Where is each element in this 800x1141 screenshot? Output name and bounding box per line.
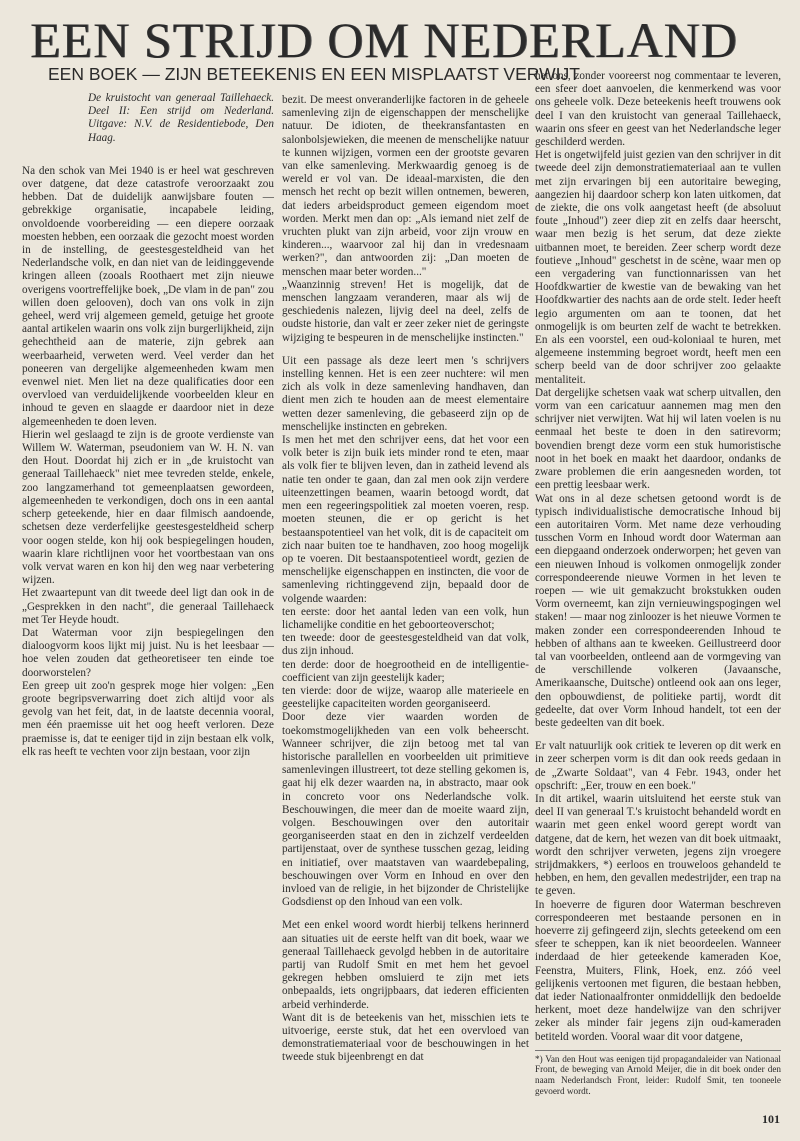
paragraph: Het zwaartepunt van dit tweede deel ligt dan ook in de „Gesprekken in den nacht", die generaal Taillehaeck met Ter Heyde houdt. (22, 587, 274, 626)
paragraph: ten vierde: door de wijze, waarop alle materieele en geestelijke capaciteiten worden georganiseerd. (282, 684, 529, 711)
paragraph: In dit artikel, waarin uitsluitend het eerste stuk van deel II van generaal T.'s kruistocht behandeld wordt en waarin met geen enkel woord gerept wordt van datgene, dat de kern, het wezen van dit boek uitmaakt, wordt den schrijver verweten, jegens zijn vroegere strijdmakkers, *) eerloos en trouweloos gehandeld te hebben, en hem, den gevallen medestrijder, een trap na te geven. (535, 792, 781, 898)
paragraph: Een greep uit zoo'n gesprek moge hier volgen: „Een groote begripsverwarring doet zich altijd voor als gevolg van het feit, dat, in de laatste decennia vooral, men één praemisse uit het oog heeft verloren. Deze praemisse is, dat te eeniger tijd in zijn bestaan elk volk, elk ras heeft te vechten voor zijn bestaan, voor zijn (22, 679, 274, 758)
paragraph: Door deze vier waarden worden de toekomstmogelijkheden van een volk beheerscht. Wanneer schrijver, die zijn betoog met tal van historische parallellen en voorbeelden uit primitieve samenlevingen illustreert, tot deze stelling gekomen is, gaat hij elk dezer waarden na, in abstracto, maar ook in concreto voor ons Nederlandsche volk. Beschouwingen, die meer dan de moeite waard zijn, volgen. Beschouwingen over den autoritair georganiseerden staat en den in zichzelf verdeelden partijenstaat, over de synthese tusschen gezag, leiding en initiatief, over maatstaven van waardebepaling, beschouwingen over Vorm en Inhoud en over den invloed van de religie, in het bijzonder de Christelijke Godsdienst op den Inhoud van een volk. (282, 711, 529, 909)
paragraph: Het is ongetwijfeld juist gezien van den schrijver in dit tweede deel zijn demonstratiemateriaal aan te vullen met zijn ervaringen bij een autoritaire beweging, aangezien hij daardoor scherp kon laten uitkomen, dat de ziekte, die ons volk aangetast heeft (de absoluut foute „Inhoud") zeer diep zit en zelfs daar heerscht, waar men bezig is het serum, dat deze ziekte uitbannen moet, te bereiden. Zeer scherp wordt deze foutieve „Inhoud" geschetst in de scène, waar men op een vergadering van functionnarissen van het Hoofdkwartier de kwestie van de bewaking van het Hoofdkwartier des nachts aan de orde stelt. Ieder heeft legio argumenten om aan te toonen, dat het onmogelijk is om beurten zelf de wacht te betrekken. En als een voorstel, een oud-koloniaal te huren, met algemeene instemming begroet wordt, heeft men een scherp beeld van de door schrijver zoo gelaakte mentaliteit. (535, 149, 781, 386)
column-2 (282, 94, 529, 1134)
paragraph: Is men het met den schrijver eens, dat het voor een volk beter is zijn buik iets minder rond te eten, maar als volk fier te blijven leven, dan in zatheid levend als natie ten onder te gaan, dan zal men ook zijn verdere uiteenzettingen beamen, waarin betoogd wordt, dat men een regeeringspolitiek zal moeten voeren, resp. moeten steunen, die er op gericht is het bestaanspotentieel van het volk, dit is de capaciteit om zich naar buiten toe te handhaven, zoo hoog mogelijk op te voeren. Dit bestaanspotentieel wordt, gezien de menschelijke eigenschappen en instincten, die voor de samenleving richtinggevend zijn, bepaald door de volgende waarden: (282, 434, 529, 605)
paragraph: „Waanzinnig streven! Het is mogelijk, dat de menschen langzaam veranderen, maar als wij de geschiedenis nalezen, lijvig deel na deel, zelfs de oudste historie, dan valt er zeer zeker niet de geringste wijziging te bespeuren in de menschelijke instincten." (282, 278, 529, 344)
page-number: 101 (762, 1112, 780, 1126)
paragraph: ten eerste: door het aantal leden van een volk, hun lichamelijke conditie en het geboorteoverschot; (282, 605, 529, 631)
paragraph: Wat ons in al deze schetsen getoond wordt is de typisch individualistische democratische Inhoud bij een autoritairen Vorm. Met name deze verhouding tusschen Vorm en Inhoud wordt door Waterman aan een diepgaand onderzoek onderworpen; het geven van een nieuwen Inhoud is volkomen onmogelijk zonder correspondeerende nieuwe Vormen in het leven te roepen — wie uit gemakzucht brokstukken ouden Vorm overneemt, kan zijn vernieuwingspogingen wel staken! — maar nog zinloozer is het nieuwe Vormen te maken zonder een correspondeerenden Inhoud te hebben of althans aan te kweeken. Geillustreerd door tal van voorbeelden, ontleend aan de vormgeving van de verschillende volkeren (Javaansche, Amerikaansche, Duitsche) ontleend ook aan ons leger, den opbouwdienst, de politieke partij, wordt dit gedeelte, dat over Vorm Inhoud handelt, tot een der beste gedeelten van dit boek. (535, 492, 781, 729)
paragraph: ten tweede: door de geestesgesteldheid van dat volk, dus zijn inhoud. (282, 632, 529, 658)
article-headline: EEN BOEK — ZIJN BETEEKENIS EN EEN MISPLAATST VERWIJT (48, 64, 580, 84)
masthead-title: EEN STRIJD OM NEDERLAND (30, 12, 738, 68)
paragraph: het ons, zonder vooreerst nog commentaar te leveren, een sfeer doet aanvoelen, die kenmerkend was voor ons geheele volk. Deze beteekenis heeft trouwens ook deel I van den kruistocht van generaal Taillehaeck, waarin ons sfeer en geest van het Nederlandsche leger geschilderd werden. (535, 70, 781, 149)
paragraph: Na den schok van Mei 1940 is er heel wat geschreven over datgene, dat deze catastrofe veroorzaakt zou hebben. Dat de duidelijk aanwijsbare fouten — gebrekkige organisatie, incapabele leiding, onvoldoende voorbereiding — een diepere oorzaak moesten hebben, een oorzaak die gezocht moest worden in de instelling, de geestesgesteldheid van het Nederlandsche volk, en dan niet van de leidinggevende kringen alleen (zooals Roothaert met zijn nieuwe overigens voortreffelijke boek, „De vlam in de pan" zou willen doen gelooven), doch van ons volk in zijn geheel, werd vrij algemeen gemeld, getuige het groote aantal artikelen waarin ons volk zijn burgerlijkheid, zijn gehechtheid aan de materie, zijn gebrek aan weerbaarheid, verweten werd. Veel verder dan het poneeren van dergelijke algemeenheden kwam men evenwel niet. Men liet na deze qualificaties door een overvloed van verduidelijkende voorbeelden kleur en inhoud te geven en slaagde er daardoor niet in deze algemeenheden te doen leven. (22, 164, 274, 428)
paragraph: Dat dergelijke schetsen vaak wat scherp uitvallen, den vorm van een caricatuur aannemen mag men den schrijver niet verwijten. Wat hij wil laten voelen is nu eenmaal het beste te doen in den satirevorm; bovendien brengt deze vorm een stuk humoristische noot in het boek en maakt het daardoor, ondanks de zware problemen die erin aangesneden worden, tot een prettig leesbaar werk. (535, 386, 781, 492)
paragraph: Er valt natuurlijk ook critiek te leveren op dit werk en in zeer scherpen vorm is dit dan ook reeds gedaan in de „Zwarte Soldaat", van 4 Febr. 1943, onder het opschrift: „Eer, trouw en een boek." (535, 740, 781, 792)
paragraph: bezit. De meest onveranderlijke factoren in de geheele samenleving zijn de eigenschappen der menschelijke natuur. De idioten, de theekransfantasten en salonbolsjewieken, die meenen de menschelijke natuur te kunnen wijzigen, vormen een der grootste gevaren van elke samenleving. Merkwaardig genoeg is de wereld er vol van. De ideaal-marxisten, die den mensch het recht op bezit willen ontnemen, beweren, dat ieders arbeidsproduct gemeen eigendom moet worden. Merkt men dan op: „Als iemand niet zelf de vruchten plukt van zijn arbeid, voor zijn vrouw en kinderen..., waarvoor zal hij dan in vredesnaam werken?", dan antwoorden zij: „Dan moeten de menschen maar beter worden..." (282, 94, 529, 278)
footnote: *) Van den Hout was eenigen tijd propagandaleider van Nationaal Front, de beweging van Arnold Meijer, die in dit boek onder den naam Nederlandsch Front, leider: Rudolf Smit, ten tooneele gevoerd wordt. (535, 1050, 781, 1096)
paragraph: In hoeverre de figuren door Waterman beschreven correspondeeren met bestaande personen en in hoeverre zij gefingeerd zijn, slechts geteekend om een sfeer te scheppen, kan ik niet beoordeelen. Wanneer inderdaad de hier geteekende kameraden Koe, Feenstra, Muiters, Flink, Hoek, enz. zóó veel gelijkenis vertoonen met figuren, die bestaan hebben, dat ieder Nationaalfronter onmiddellijk den bedoelde herkent, moet deze handelwijze van den schrijver zeker als minder fair jegens zijn oud-kameraden betiteld worden. Vooral waar dit voor datgene, (535, 898, 781, 1043)
column-1 (22, 92, 274, 1112)
paragraph: Uit een passage als deze leert men 's schrijvers instelling kennen. Het is een zeer nuchtere: wil men zich als volk in deze samenleving handhaven, dan dient men zich te houden aan de meest elementaire wetten dezer samenleving, die gebaseerd zijn op de menschelijke instincten en gebreken. (282, 354, 529, 433)
paragraph: ten derde: door de hoegrootheid en de intelligentie-coefficient van zijn geestelijk kader; (282, 658, 529, 684)
column-3 (535, 70, 781, 1096)
bibliography-note: De kruistocht van generaal Taillehaeck. Deel II: Een strijd om Nederland. Uitgave: N.V. de Residentiebode, Den Haag. (88, 92, 274, 144)
paragraph: Met een enkel woord wordt hierbij telkens herinnerd aan situaties uit de eerste helft van dit boek, waar we generaal Taillehaeck gevolgd hebben in de autoritaire partij van Rudolf Smit en met hem het gevoel gekregen hebben omsluierd te zijn met iets onbepaalds, iets ongrijpbaars, dat iederen efficienten arbeid verhinderde. (282, 919, 529, 1011)
paragraph: Want dit is de beteekenis van het, misschien iets te uitvoerige, eerste stuk, dat het een overvloed van demonstratiemateriaal voor de beschouwingen in het tweede stuk bijeenbrengt en dat (282, 1011, 529, 1064)
paragraph: Hierin wel geslaagd te zijn is de groote verdienste van Willem W. Waterman, pseudoniem van W. H. N. van den Hout. Doordat hij zich er in „de kruistocht van generaal Taillehaeck" niet mee tevreden stelde, enkele, zoo langzamerhand tot gemeenplaatsen gewordeen, algemeenheden te verkondigen, doch ons in een aantal scherp geteekende, hier en daar filmisch aandoende, schetsen deze verderfelijke geestesgesteldheid scherp voor oogen stelde, kon hij ook bespiegelingen houden, waarin klare richtlijnen voor het voortbestaan van ons volk vervat waren en kon hij den weg naar verbetering wijzen. (22, 428, 274, 587)
paragraph: Dat Waterman voor zijn bespiegelingen den dialoogvorm koos lijkt mij juist. Nu is het leesbaar — hoe velen zouden dat getheoretiseer ten einde toe doorworstelen? (22, 626, 274, 679)
